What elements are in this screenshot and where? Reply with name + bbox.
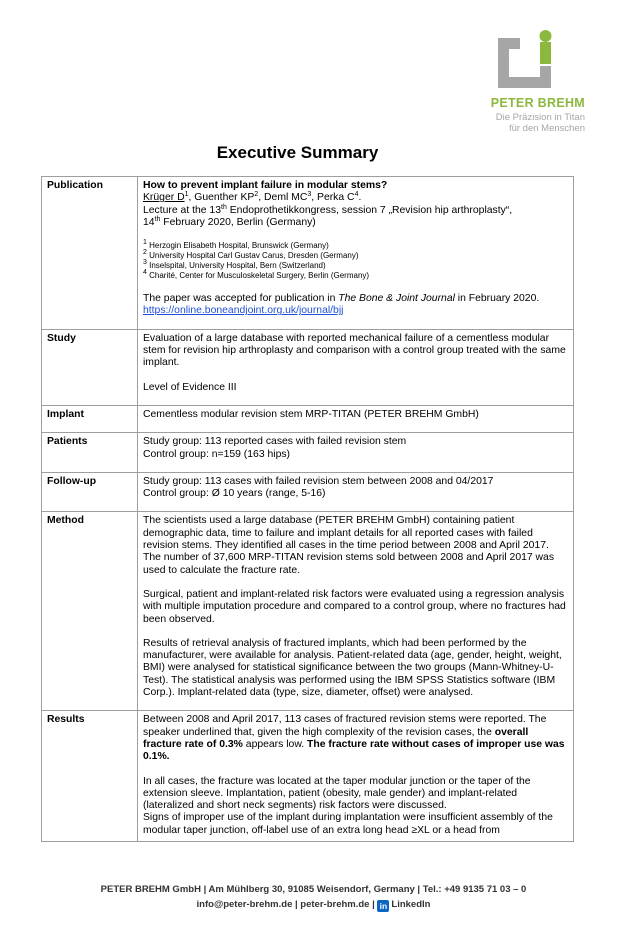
footer-company: PETER BREHM GmbH bbox=[100, 884, 201, 895]
patients-control-group: Control group: n=159 (163 hips) bbox=[143, 448, 291, 460]
evidence-level: Level of Evidence III bbox=[143, 381, 237, 393]
affiliation: Charité, Center for Musculoskeletal Surgery, Berlin (Germany) bbox=[146, 271, 370, 281]
logo-tagline: für den Menschen bbox=[508, 123, 585, 134]
footer-website[interactable]: peter-brehm.de bbox=[300, 899, 370, 910]
affiliation-num: 2 bbox=[143, 249, 147, 257]
patients-study-group: Study group: 113 reported cases with failed revision stem bbox=[143, 436, 407, 448]
lecture-text: Lecture at the 13 bbox=[143, 204, 221, 216]
results-highlight: overall fracture rate of 0.3% bbox=[143, 726, 529, 750]
lecture-text: Endoprothetikkongress, session 7 „Revision hip arthroplasty“, bbox=[226, 204, 513, 216]
linkedin-icon[interactable]: in bbox=[377, 900, 389, 912]
affiliation: Herzogin Elisabeth Hospital, Brunswick (Germany) bbox=[146, 241, 329, 251]
journal-name: The Bone & Joint Journal bbox=[338, 293, 455, 305]
method-paragraph: The scientists used a large database (PETER BREHM GmbH) containing patient demographic data, time to failure and implant details for all reported cases with failed revision stems. They identified all cases in the time period between 2008 and April 2017. The number of 37,600 MRP-TITAN revision stems sold between 2008 and April 2017 was used to calculate the fracture rate. bbox=[143, 515, 555, 576]
acceptance-note bbox=[143, 293, 569, 318]
author-name: Guenther KP bbox=[194, 192, 255, 204]
affiliation-num: 4 bbox=[143, 269, 147, 277]
results-paragraph bbox=[143, 714, 569, 763]
footer-phone: Tel.: +49 9135 71 03 – 0 bbox=[422, 884, 527, 895]
lecture-date: 14 bbox=[143, 216, 155, 228]
footer-linkedin[interactable]: LinkedIn bbox=[391, 899, 431, 910]
author-name: Krüger D bbox=[143, 192, 185, 204]
results-paragraph: In all cases, the fracture was located at the taper modular junction or the taper of the extension sleeve. Implantation, patient (obesity, male gender) and implant-related (lateralized and short neck segments) risk factors were discussed. bbox=[143, 775, 531, 812]
author-sup: 4 bbox=[354, 191, 359, 199]
publication-row bbox=[42, 177, 574, 330]
author-sup: 3 bbox=[307, 191, 312, 199]
results-text: appears low. bbox=[242, 738, 308, 750]
footer-address-line: PETER BREHM GmbH | Am Mühlberg 30, 91085 Weisendorf, Germany | Tel.: +49 9135 71 03 – 0 bbox=[100, 884, 527, 895]
lecture-info bbox=[143, 205, 569, 230]
footer-address: Am Mühlberg 30, 91085 Weisendorf, Germany bbox=[208, 884, 415, 895]
publication-title: How to prevent implant failure in modular stems? bbox=[143, 180, 388, 191]
publication-content bbox=[138, 177, 574, 330]
row-label: Method bbox=[42, 512, 138, 711]
brehm-logo-icon bbox=[490, 28, 565, 93]
row-label: Implant bbox=[42, 405, 138, 432]
patients-row bbox=[42, 433, 574, 473]
authors: Krüger $D^1$, Guenther $KP^2$, Deml $MC^3$, Perka $C^4$. bbox=[143, 191, 362, 204]
journal-link[interactable]: https://online.boneandjoint.org.uk/journal/bjj bbox=[143, 305, 344, 317]
study-text: Evaluation of a large database with reported mechanical failure of a cementless modular stem for revision hip arthroplasty and comparison with a control group treated with the same implant. bbox=[143, 332, 566, 369]
logo-tagline: Die Präzision in Titan bbox=[495, 112, 585, 123]
method-paragraph: Results of retrieval analysis of fractured implants, which had been performed by the manufacturer, were available for analysis. Patient-related data (age, gender, height, weight, BMI) were analysed for statistical significance between the two groups (Mann-Whitney-U-Test). The statistical analysis was performed using the IBM SPSS Statistics software (IBM Corp.). Implant-related data (type, size, diameter, offset) were analysed. bbox=[143, 637, 562, 699]
affiliation: Inselspital, University Hospital, Bern (Switzerland) bbox=[146, 261, 326, 271]
implant-row bbox=[42, 405, 574, 432]
lecture-sup: th bbox=[221, 203, 227, 211]
method-row bbox=[42, 512, 574, 711]
row-label: Results bbox=[42, 711, 138, 842]
affiliation-num: 1 bbox=[143, 239, 147, 247]
footer-contact-line: info@peter-brehm.de | peter-brehm.de | in LinkedIn bbox=[196, 899, 431, 911]
row-label: Follow-up bbox=[42, 472, 138, 512]
followup-control-group: Control group: Ø 10 years (range, 5-16) bbox=[143, 488, 326, 500]
results-row bbox=[42, 711, 574, 842]
results-paragraph: Signs of improper use of the implant during implantation were insufficient assembly of the modular taper junction, off-label use of an extra long head ≥XL or a head from bbox=[143, 812, 553, 836]
lecture-date: February 2020, Berlin (Germany) bbox=[160, 216, 316, 228]
acceptance-text: in February 2020. bbox=[454, 293, 540, 305]
author-sup: 1 bbox=[184, 191, 189, 199]
followup-row bbox=[42, 472, 574, 512]
affiliation-num: 3 bbox=[143, 259, 147, 267]
acceptance-text: The paper was accepted for publication in bbox=[143, 293, 339, 305]
company-logo bbox=[470, 28, 585, 133]
results-highlight: The fracture rate without cases of improper use was 0.1%. bbox=[143, 738, 565, 763]
lecture-sup: th bbox=[154, 215, 161, 223]
affiliations bbox=[143, 241, 569, 281]
row-label: Publication bbox=[42, 177, 138, 330]
row-label: Patients bbox=[42, 433, 138, 473]
summary-table bbox=[41, 176, 574, 842]
logo-brand-name: PETER BREHM bbox=[490, 96, 585, 110]
results-text: Between 2008 and April 2017, 113 cases of fractured revision stems were reported. The speaker underlined that, given the high complexity of the revision cases, the bbox=[143, 714, 547, 738]
method-paragraph: Surgical, patient and implant-related risk factors were evaluated using a regression analysis with multiple imputation procedure and compared to a control group, where no fractures had been observed. bbox=[143, 588, 566, 625]
author-name: Deml MC bbox=[264, 192, 308, 204]
footer-email[interactable]: info@peter-brehm.de bbox=[196, 899, 293, 910]
affiliation: University Hospital Carl Gustav Carus, Dresden (Germany) bbox=[146, 251, 359, 261]
study-row bbox=[42, 329, 574, 405]
implant-text: Cementless modular revision stem MRP-TITAN (PETER BREHM GmbH) bbox=[143, 408, 479, 420]
row-label: Study bbox=[42, 329, 138, 405]
author-sup: 2 bbox=[254, 191, 259, 199]
author-name: Perka C bbox=[317, 192, 355, 204]
followup-study-group: Study group: 113 cases with failed revision stem between 2008 and 04/2017 bbox=[143, 475, 494, 487]
page-title: Executive Summary bbox=[216, 143, 379, 162]
